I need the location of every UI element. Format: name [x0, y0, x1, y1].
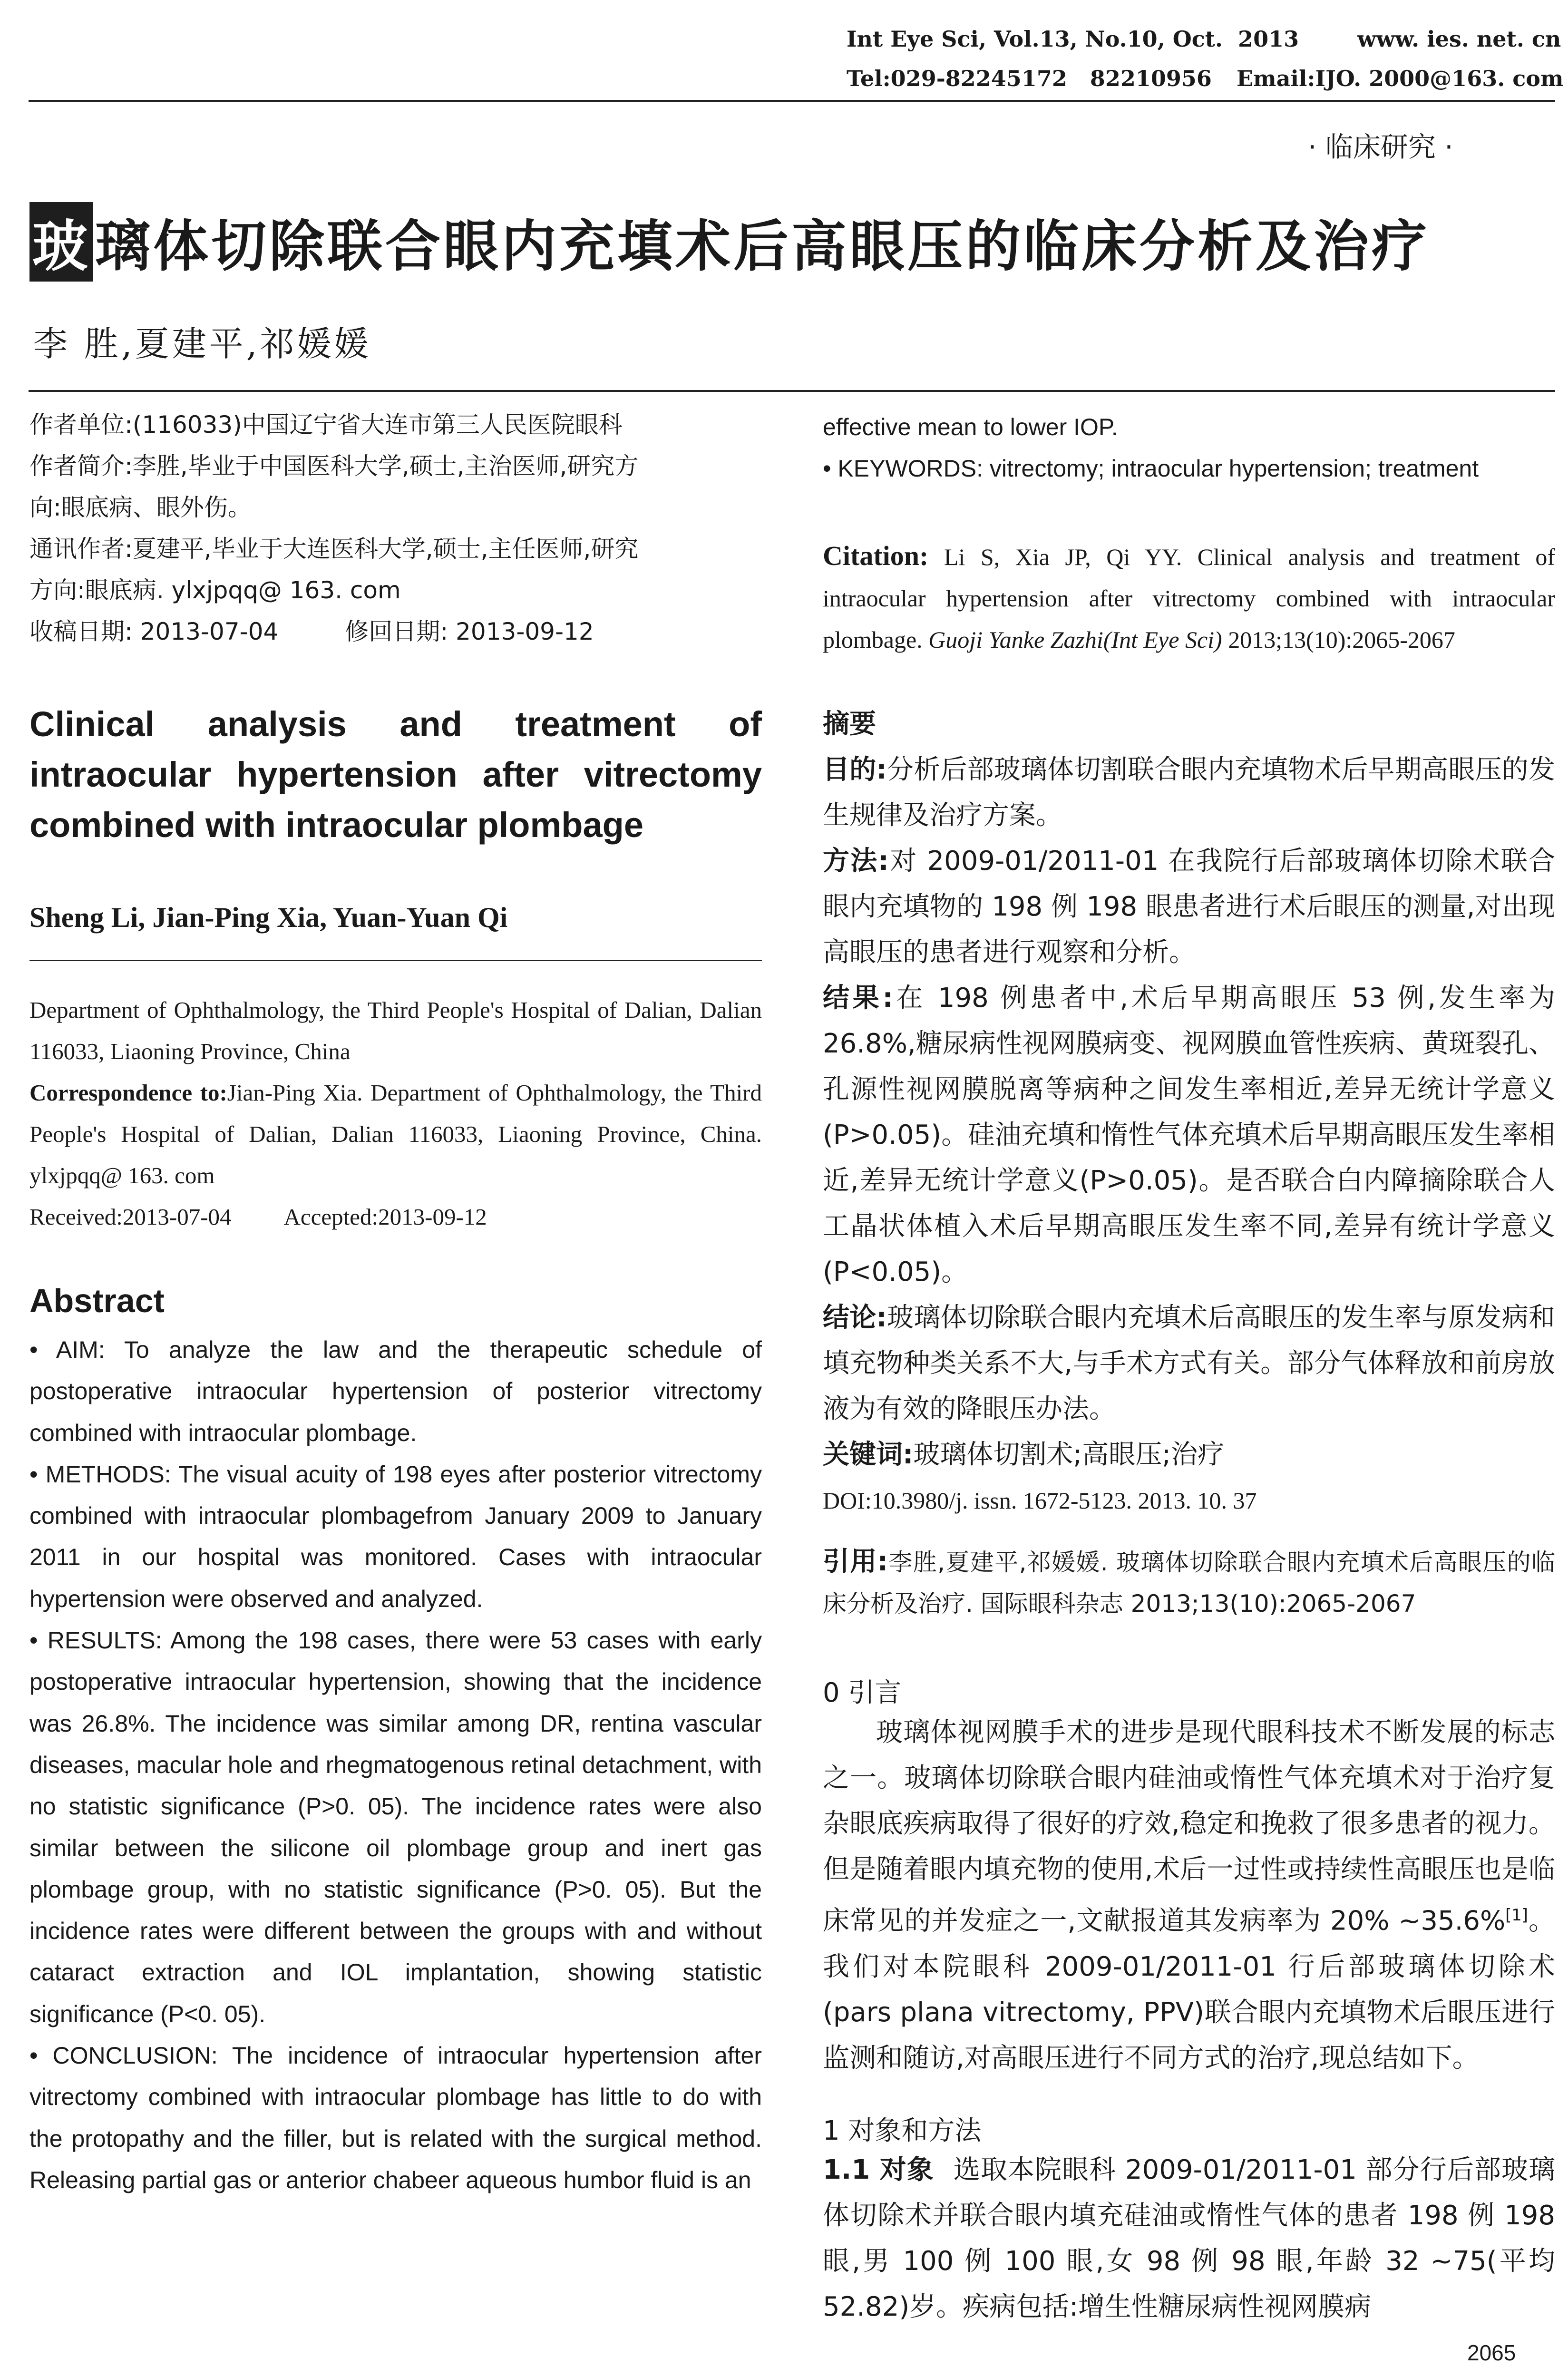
journal-website: www. ies. net. cn [1357, 26, 1561, 52]
title-text: 璃体切除联合眼内充填术后高眼压的临床分析及治疗 [95, 214, 1430, 279]
page-number: 2065 [1467, 2340, 1516, 2365]
cn-doi: DOI:10.3980/j. issn. 1672-5123. 2013. 10. 37 [823, 1487, 1257, 1514]
title-rule [29, 390, 1555, 392]
cn-conclusion-label: 结论: [823, 1302, 887, 1333]
journal-tel: Tel:029-82245172 82210956 [847, 66, 1212, 91]
affiliation-block [29, 989, 762, 1237]
title-drop-char: 玻 [29, 202, 93, 282]
correspondence-label: Correspondence to: [29, 1080, 227, 1106]
intro-heading: 0 引言 [823, 1677, 902, 1708]
methods-sub-label: 1.1 对象 [823, 2154, 934, 2185]
info-corr-1: 通讯作者:夏建平,毕业于大连医科大学,硕士,主任医师,研究 [29, 535, 639, 563]
cn-citation-label: 引用: [823, 1546, 888, 1577]
cn-keywords-text: 玻璃体切割术;高眼压;治疗 [913, 1439, 1225, 1470]
accepted-date: Accepted:2013-09-12 [283, 1204, 487, 1230]
info-bio-2: 向:眼底病、眼外伤。 [29, 494, 252, 521]
cn-methods-label: 方法: [823, 846, 889, 877]
intro-ref: [1] [1505, 1906, 1528, 1924]
citation-cn [823, 1541, 1555, 1625]
affiliation-dept: Department of Ophthalmology, the Third People's Hospital of Dalian, Dalian 116033, Liaoning Province, China [29, 997, 762, 1064]
abstract-en-cont [823, 407, 1555, 490]
intro-text-2: 。我们对本院眼科 2009-01/2011-01 行后部玻璃体切除术(pars plana vitrectomy, PPV)联合眼内充填物术后眼压进行监测和随访,对高眼压进行不同方式的治疗,现总结如下。 [823, 1905, 1555, 2074]
abstract-methods: • METHODS: The visual acuity of 198 eyes after posterior vitrectomy combined with intraocular plombagefrom January 2009 to January 2011 in our hospital was monitored. Cases with intraocular hypertension were observed and analyzed. [29, 1461, 762, 1612]
methods-sub-text: 选取本院眼科 2009-01/2011-01 部分行后部玻璃体切除术并联合眼内填充硅油或惰性气体的患者 198 例 198 眼,男 100 例 100 眼,女 98 例 98 眼,年龄 32 ~75(平均 52.82)岁。疾病包括:增生性糖尿病性视网膜病 [823, 2154, 1555, 2322]
abstract-cn-heading: 摘要 [823, 709, 876, 740]
cn-aim-label: 目的: [823, 754, 887, 785]
correspondence-text: Jian-Ping Xia. Department of Ophthalmology, the Third People's Hospital of Dalian, Dalian 116033, Liaoning Province, China. ylxjpqq@ 163. com [29, 1080, 762, 1188]
abstract-keywords: • KEYWORDS: vitrectomy; intraocular hypertension; treatment [823, 455, 1479, 482]
info-corr-2: 方向:眼底病. ylxjpqq@ 163. com [29, 576, 401, 604]
cn-citation-text: 李胜,夏建平,祁媛媛. 玻璃体切除联合眼内充填术后高眼压的临床分析及治疗. 国际眼科杂志 2013;13(10):2065-2067 [823, 1549, 1555, 1617]
header-rule [29, 100, 1555, 102]
info-bio-1: 作者简介:李胜,毕业于中国医科大学,硕士,主治医师,研究方 [29, 452, 639, 480]
abstract-aim: • AIM: To analyze the law and the therapeutic schedule of postoperative intraocular hypertension of posterior vitrectomy combined with intraocular plombage. [29, 1336, 762, 1446]
received-date: Received:2013-07-04 [29, 1204, 232, 1230]
article-title-en: Clinical analysis and treatment of intraocular hypertension after vitrectomy combined with intraocular plombage [29, 704, 762, 845]
journal-volume-line: Int Eye Sci, Vol.13, No.10, Oct. 2013 [847, 26, 1299, 52]
citation-journal: Guoji Yanke Zazhi(Int Eye Sci) [928, 626, 1222, 653]
info-revised: 修回日期: 2013-09-12 [345, 618, 594, 645]
abstract-conclusion-cont: effective mean to lower IOP. [823, 414, 1118, 440]
cn-conclusion-text: 玻璃体切除联合眼内充填术后高眼压的发生率与原发病和填充物种类关系不大,与手术方式有关。部分气体释放和前房放液为有效的降眼压办法。 [823, 1302, 1555, 1424]
methods-body [823, 2147, 1555, 2330]
abstract-results: • RESULTS: Among the 198 cases, there were 53 cases with early postoperative intraocular hypertension, showing that the incidence was 26.8%. The incidence was similar among DR, rentina vascular diseases, macular hole and rhegmatogenous retinal detachment, with no statistic significance (P>0. 05). The incidence rates were also similar between the silicone oil plombage group and inert gas plombage group, with no statistic significance (P>0. 05). But the incidence rates were different between the groups with and without cataract extraction and IOL implantation, showing statistic significance (P<0. 05). [29, 1627, 762, 2027]
authors-rule [29, 960, 762, 961]
authors-cn: 李 胜,夏建平,祁媛媛 [33, 324, 371, 364]
cn-results-label: 结果: [823, 983, 893, 1013]
info-affiliation: 作者单位:(116033)中国辽宁省大连市第三人民医院眼科 [29, 411, 623, 438]
intro-body [823, 1710, 1555, 2081]
cn-results-text: 在 198 例患者中,术后早期高眼压 53 例,发生率为 26.8%,糖尿病性视网膜病变、视网膜血管性疾病、黄斑裂孔、孔源性视网膜脱离等病种之间发生率相近,差异无统计学意义(P>0.05)。硅油充填和惰性气体充填术后早期高眼压发生率相近,差异无统计学意义(P>0.05)。是否联合白内障摘除联合人工晶状体植入术后早期高眼压发生率不同,差异有统计学意义(P<0.05)。 [823, 983, 1555, 1287]
cn-methods-text: 对 2009-01/2011-01 在我院行后部玻璃体切除术联合眼内充填物的 198 例 198 眼患者进行术后眼压的测量,对出现高眼压的患者进行观察和分析。 [823, 846, 1555, 968]
cn-keywords-label: 关键词: [823, 1439, 914, 1470]
methods-heading: 1 对象和方法 [823, 2115, 982, 2146]
cn-author-info [29, 404, 762, 653]
intro-text: 玻璃体视网膜手术的进步是现代眼科技术不断发展的标志之一。玻璃体切除联合眼内硅油或惰性气体充填术对于治疗复杂眼底疾病取得了很好的疗效,稳定和挽救了很多患者的视力。但是随着眼内填充物的使用,术后一过性或持续性高眼压也是临床常见的并发症之一,文献报道其发病率为 20% ~35.6% [823, 1717, 1555, 1937]
citation-text: Li S, Xia JP, Qi YY. Clinical analysis and treatment of intraocular hypertension after vitrectomy combined with intraocular plombage. [823, 544, 1555, 653]
article-title-cn [29, 202, 1430, 282]
info-received: 收稿日期: 2013-07-04 [29, 618, 279, 645]
abstract-cn [823, 701, 1555, 1523]
authors-en: Sheng Li, Jian-Ping Xia, Yuan-Yuan Qi [29, 902, 508, 933]
journal-email: Email:IJO. 2000@163. com [1237, 66, 1564, 91]
abstract-heading: Abstract [29, 1282, 165, 1319]
abstract-en [29, 1329, 762, 2201]
citation-en [823, 535, 1555, 661]
cn-aim-text: 分析后部玻璃体切割联合眼内充填物术后早期高眼压的发生规律及治疗方案。 [823, 754, 1555, 831]
citation-volume: 2013;13(10):2065-2067 [1228, 626, 1455, 653]
section-label: · 临床研究 · [1308, 131, 1453, 163]
abstract-conclusion: • CONCLUSION: The incidence of intraocular hypertension after vitrectomy combined with intraocular plombage has little to do with the protopathy and the filler, but is related with the surgical method. Releasing partial gas or anterior chabeer aqueous humbor fluid is an [29, 2042, 762, 2193]
citation-label: Citation: [823, 540, 929, 571]
